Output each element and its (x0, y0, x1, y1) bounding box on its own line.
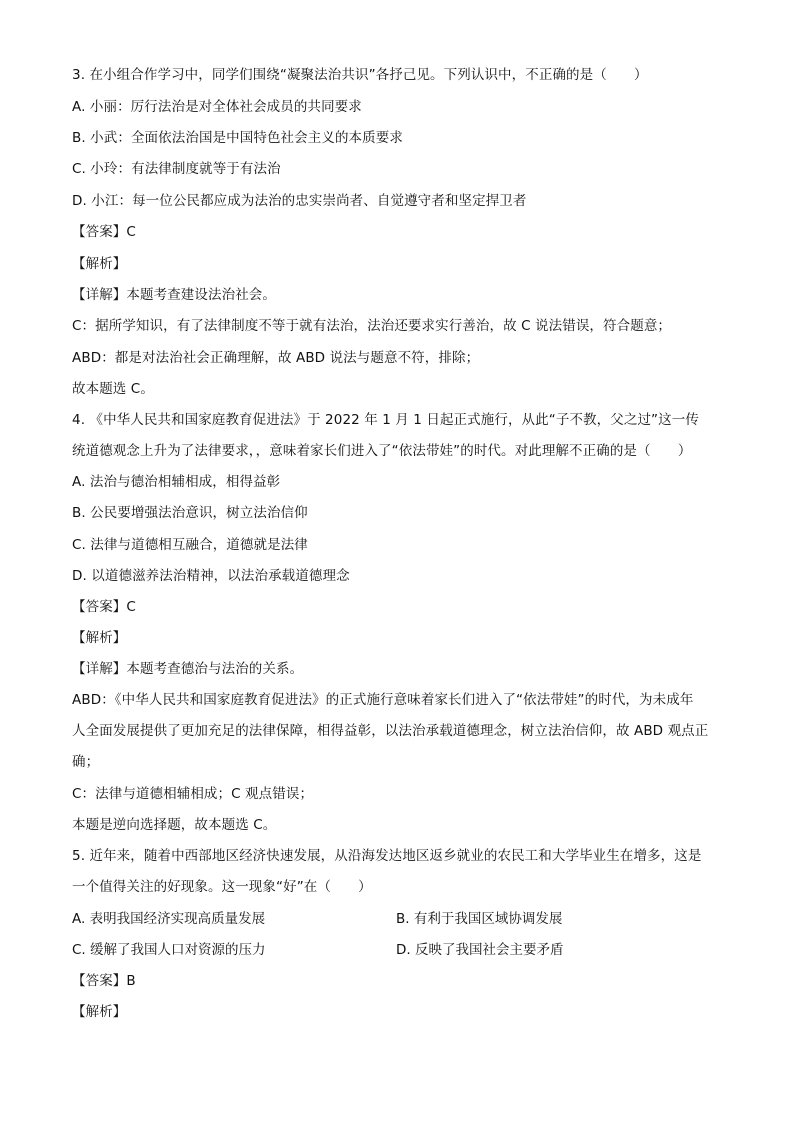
q3-answer: 【答案】C (72, 224, 136, 240)
q5-option-d: D. 反映了我国社会主要矛盾 (396, 942, 564, 958)
q4-stem-line1: 4. 《中华人民共和国家庭教育促进法》于 2022 年 1 月 1 日起正式施行，从此“子不教，父之过”这一传 (72, 412, 699, 428)
q3-explain-abd: ABD：都是对法治社会正确理解，故 ABD 说法与题意不符，排除； (72, 350, 480, 366)
q4-option-d: D. 以道德滋养法治精神，以法治承载道德理念 (72, 568, 350, 584)
q5-stem-line1: 5. 近年来，随着中西部地区经济快速发展，从沿海发达地区返乡就业的农民工和大学毕业生在增多，这是 (72, 848, 702, 864)
q5-answer: 【答案】B (72, 973, 136, 989)
q5-stem-line2: 一个值得关注的好现象。这一现象“好”在（ ） (72, 879, 372, 895)
q4-option-c: C. 法律与道德相互融合，道德就是法律 (72, 537, 308, 553)
q4-option-b: B. 公民要增强法治意识，树立法治信仰 (72, 505, 308, 521)
q3-option-a: A. 小丽：厉行法治是对全体社会成员的共同要求 (72, 99, 362, 115)
q4-explain-abd-line2: 人全面发展提供了更加充足的法律保障，相得益彰，以法治承载道德理念，树立法治信仰，故 ABD 观点正 (72, 723, 709, 739)
q3-option-d: D. 小江：每一位公民都应成为法治的忠实崇尚者、自觉遵守者和坚定捍卫者 (72, 193, 527, 209)
q3-detail: 【详解】本题考查建设法治社会。 (72, 287, 276, 303)
q4-explain-abd-line3: 确； (72, 754, 100, 770)
q5-analysis-label: 【解析】 (72, 1004, 127, 1020)
q3-explain-c: C：据所学知识，有了法律制度不等于就有法治，法治还要求实行善治，故 C 说法错误，符合题意； (72, 318, 672, 334)
q4-conclusion: 本题是逆向选择题，故本题选 C。 (72, 817, 277, 833)
q4-analysis-label: 【解析】 (72, 630, 127, 646)
q4-stem-line2: 统道德观念上升为了法律要求，，意味着家长们进入了“依法带娃”的时代。对此理解不正确的是（ ） (72, 443, 692, 459)
q3-analysis-label: 【解析】 (72, 256, 127, 272)
q4-option-a: A. 法治与德治相辅相成，相得益彰 (72, 474, 281, 490)
q3-conclusion: 故本题选 C。 (72, 381, 154, 397)
q3-stem: 3. 在小组合作学习中，同学们围绕“凝聚法治共识”各抒己见。下列认识中，不正确的是（ ） (72, 67, 648, 83)
q3-option-b: B. 小武：全面依法治国是中国特色社会主义的本质要求 (72, 130, 403, 146)
q4-answer: 【答案】C (72, 599, 136, 615)
q5-option-c: C. 缓解了我国人口对资源的压力 (72, 942, 266, 958)
q4-detail: 【详解】本题考查德治与法治的关系。 (72, 661, 304, 677)
q5-option-b: B. 有利于我国区域协调发展 (396, 911, 563, 927)
q4-explain-abd-line1: ABD：《中华人民共和国家庭教育促进法》的正式施行意味着家长们进入了“依法带娃”的时代，为未成年 (72, 692, 694, 708)
q3-option-c: C. 小玲：有法律制度就等于有法治 (72, 161, 281, 177)
q4-explain-c: C：法律与道德相辅相成；C 观点错误； (72, 786, 314, 802)
q5-option-a: A. 表明我国经济实现高质量发展 (72, 911, 266, 927)
